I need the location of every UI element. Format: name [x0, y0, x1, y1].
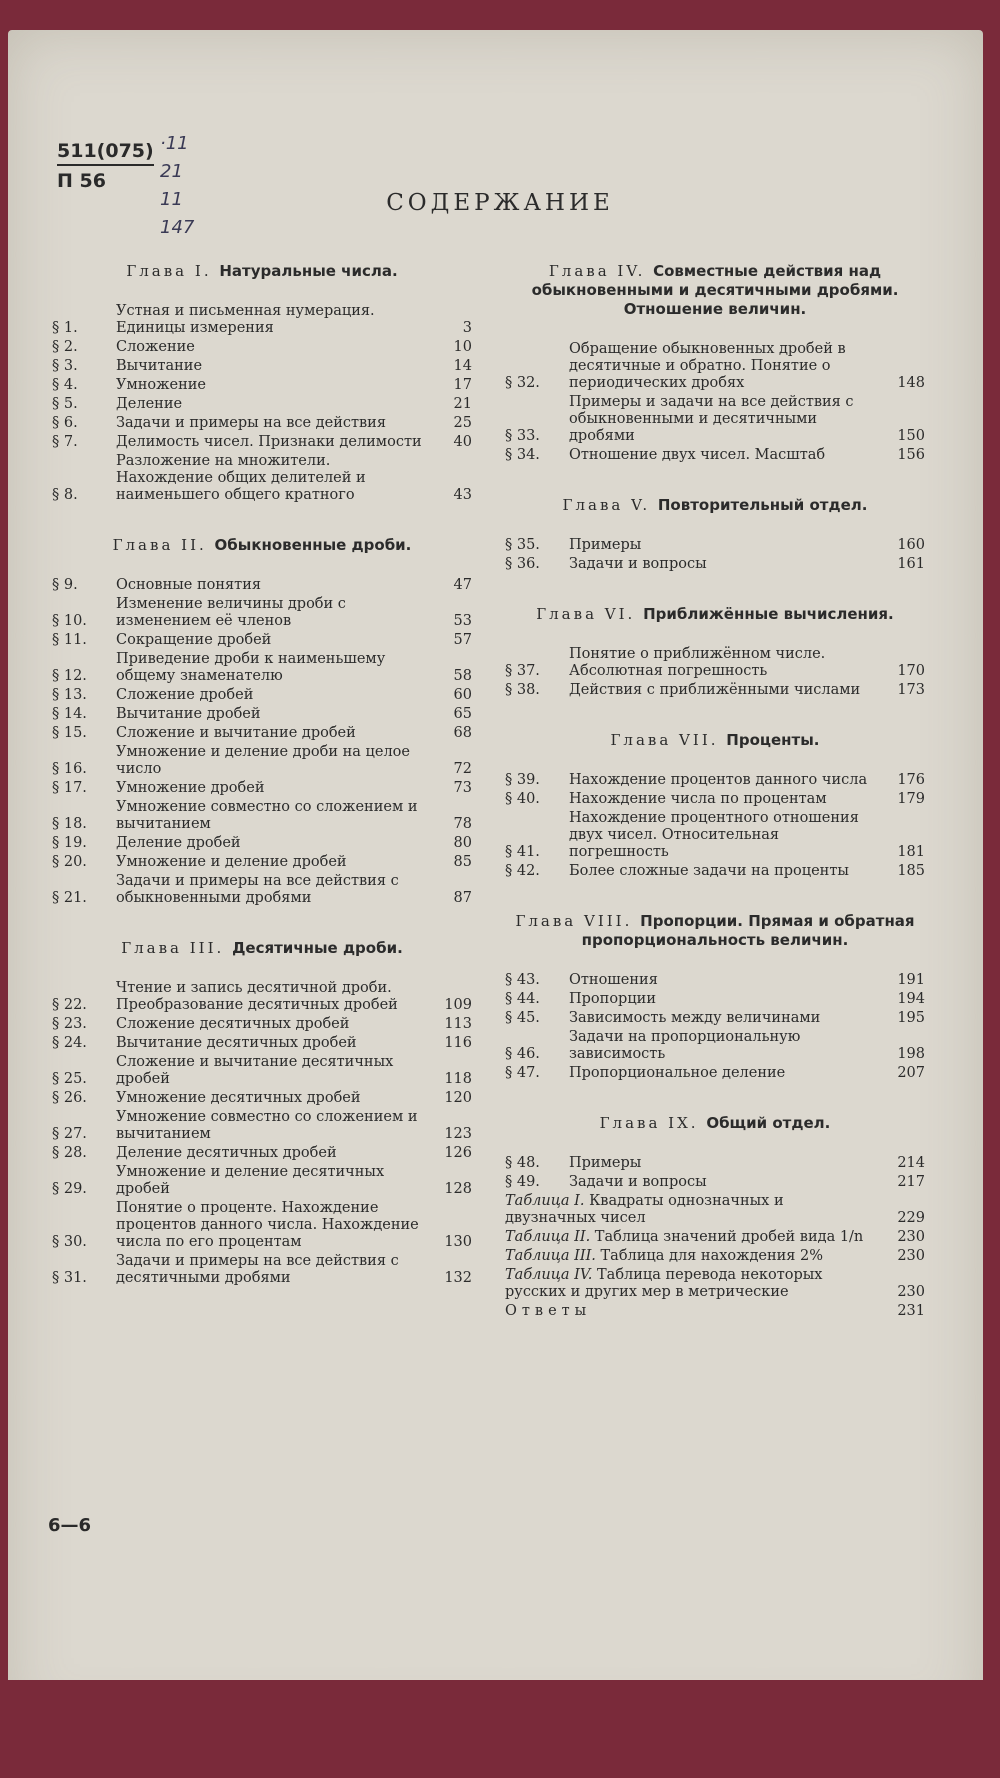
chapter-section — [505, 1114, 925, 1320]
section-number: § 24. — [52, 1035, 87, 1051]
section-title: Сложение и вычитание дробей — [116, 725, 356, 741]
toc-entry — [52, 1145, 472, 1162]
chapter-heading — [505, 1114, 925, 1133]
page-number: 43 — [453, 487, 472, 503]
section-number: § 34. — [505, 447, 540, 463]
chapter-title: Десятичные дроби. — [232, 939, 403, 957]
chapter-title: Совместные действия над обыкновенными и десятичными дробями. Отношение величин. — [531, 262, 899, 318]
page-number: 72 — [453, 761, 472, 777]
section-number: § 11. — [52, 632, 87, 648]
table-entry — [505, 1267, 925, 1301]
section-title: Примеры — [569, 537, 642, 553]
table-title — [505, 1229, 879, 1246]
page-number: 217 — [897, 1174, 925, 1190]
section-title: Понятие о приближённом числе. Абсолютная погрешность — [569, 646, 826, 679]
table-label: Таблица I. — [505, 1193, 590, 1209]
chapter-title: Натуральные числа. — [219, 262, 398, 280]
answers-label: Ответы — [505, 1303, 592, 1319]
table-title — [505, 1193, 879, 1227]
chapter-label: Глава III. — [121, 939, 233, 957]
section-number: § 42. — [505, 863, 540, 879]
chapter-label: Глава II. — [112, 536, 215, 554]
toc-entry — [52, 596, 472, 630]
page-number: 230 — [897, 1284, 925, 1300]
section-number: § 29. — [52, 1181, 87, 1197]
chapter-section — [505, 605, 925, 699]
chapter-label: Глава VII. — [610, 731, 727, 749]
toc-entry — [52, 434, 472, 451]
section-number: § 8. — [52, 487, 78, 503]
section-number: § 10. — [52, 613, 87, 629]
section-number: § 13. — [52, 687, 87, 703]
table-title — [505, 1248, 879, 1265]
table-entry — [505, 1248, 925, 1265]
page-number: 214 — [897, 1155, 925, 1171]
section-title: Сокращение дробей — [116, 632, 272, 648]
chapter-label: Глава I. — [126, 262, 220, 280]
chapter-section — [52, 939, 472, 1287]
toc-entry — [505, 1065, 925, 1082]
page-number: 78 — [453, 816, 472, 832]
section-number: § 26. — [52, 1090, 87, 1106]
page-number: 3 — [462, 320, 472, 336]
toc-entry — [505, 1029, 925, 1063]
section-title: Более сложные задачи на проценты — [569, 863, 849, 879]
section-number: § 45. — [505, 1010, 540, 1026]
toc-entry — [52, 1200, 472, 1251]
section-number: § 12. — [52, 668, 87, 684]
section-title: Умножение десятичных дробей — [116, 1090, 361, 1106]
section-title: Задачи и примеры на все действия с обыкновенными дробями — [116, 873, 399, 906]
toc-entry — [52, 396, 472, 413]
chapter-heading — [505, 912, 925, 950]
toc-entry — [505, 1174, 925, 1191]
chapter-title: Обыкновенные дроби. — [214, 536, 412, 554]
chapter-section — [52, 536, 472, 907]
chapter-heading — [505, 262, 925, 319]
section-number: § 47. — [505, 1065, 540, 1081]
section-number: § 36. — [505, 556, 540, 572]
chapter-heading — [505, 731, 925, 750]
section-title: Нахождение процентов данного числа — [569, 772, 868, 788]
toc-entry — [52, 1109, 472, 1143]
toc-entry — [52, 339, 472, 356]
table-title — [505, 1267, 879, 1301]
chapter-title: Повторительный отдел. — [657, 496, 868, 514]
page-number: 85 — [453, 854, 472, 870]
toc-right-column — [505, 262, 925, 1352]
page-number: 156 — [897, 447, 925, 463]
section-title: Делимость чисел. Признаки делимости — [116, 434, 422, 450]
toc-entry — [52, 358, 472, 375]
chapter-heading — [52, 939, 472, 958]
chapter-heading — [505, 496, 925, 515]
section-title: Умножение совместно со сложением и вычитанием — [116, 1109, 418, 1142]
section-number: § 37. — [505, 663, 540, 679]
chapter-title: Общий отдел. — [706, 1114, 831, 1132]
section-number: § 40. — [505, 791, 540, 807]
page-number: 65 — [453, 706, 472, 722]
section-number: § 35. — [505, 537, 540, 553]
section-number: § 31. — [52, 1270, 87, 1286]
section-title: Зависимость между величинами — [569, 1010, 821, 1026]
section-title: Основные понятия — [116, 577, 261, 593]
page-number: 160 — [897, 537, 925, 553]
toc-entry — [505, 1010, 925, 1027]
section-title: Пропорциональное деление — [569, 1065, 786, 1081]
page-number: 116 — [444, 1035, 472, 1051]
page-number: 179 — [897, 791, 925, 807]
page-number: 229 — [897, 1210, 925, 1226]
toc-entry — [505, 1155, 925, 1172]
chapter-heading — [52, 536, 472, 555]
section-number: § 9. — [52, 577, 78, 593]
toc-entry — [505, 646, 925, 680]
toc-entry — [52, 854, 472, 871]
toc-entry — [505, 556, 925, 573]
section-title: Умножение и деление десятичных дробей — [116, 1164, 385, 1197]
section-number: § 16. — [52, 761, 87, 777]
section-number: § 17. — [52, 780, 87, 796]
page-number: 173 — [897, 682, 925, 698]
page-number: 132 — [444, 1270, 472, 1286]
toc-entry — [52, 780, 472, 797]
section-number: § 38. — [505, 682, 540, 698]
toc-entry — [52, 835, 472, 852]
page-number: 60 — [453, 687, 472, 703]
toc-entry — [52, 1090, 472, 1107]
section-title: Деление десятичных дробей — [116, 1145, 337, 1161]
section-title: Сложение и вычитание десятичных дробей — [116, 1054, 394, 1087]
section-title: Умножение и деление дроби на целое число — [116, 744, 410, 777]
section-title: Сложение дробей — [116, 687, 254, 703]
background-edge — [0, 1680, 1000, 1778]
table-label: Таблица II. — [505, 1229, 595, 1245]
toc-entry — [52, 873, 472, 907]
toc-entry — [52, 1035, 472, 1052]
section-number: § 49. — [505, 1174, 540, 1190]
page-number: 47 — [453, 577, 472, 593]
section-number: § 46. — [505, 1046, 540, 1062]
toc-entry — [52, 453, 472, 504]
section-title: Приведение дроби к наименьшему общему знаменателю — [116, 651, 386, 684]
page-number: 118 — [444, 1071, 472, 1087]
section-title: Деление дробей — [116, 835, 241, 851]
section-number: § 15. — [52, 725, 87, 741]
page-number: 230 — [897, 1229, 925, 1245]
section-number: § 20. — [52, 854, 87, 870]
chapter-label: Глава VI. — [536, 605, 644, 623]
section-number: § 14. — [52, 706, 87, 722]
section-title: Отношения — [569, 972, 658, 988]
toc-entry — [505, 447, 925, 464]
section-title: Пропорции — [569, 991, 656, 1007]
section-number: § 41. — [505, 844, 540, 860]
table-text: Таблица для нахождения 2% — [600, 1248, 824, 1264]
toc-entry — [52, 415, 472, 432]
chapter-title: Проценты. — [726, 731, 820, 749]
toc-entry — [505, 537, 925, 554]
section-number: § 19. — [52, 835, 87, 851]
chapter-section — [505, 496, 925, 573]
page-number: 128 — [444, 1181, 472, 1197]
toc-entry — [52, 980, 472, 1014]
table-label: Таблица III. — [505, 1248, 601, 1264]
chapter-title: Пропорции. Прямая и обратная пропорциональность величин. — [581, 912, 915, 949]
chapter-heading — [52, 262, 472, 281]
section-title: Нахождение числа по процентам — [569, 791, 827, 807]
chapter-label: Глава V. — [562, 496, 658, 514]
section-title: Умножение дробей — [116, 780, 265, 796]
section-title: Задачи на пропорциональную зависимость — [569, 1029, 801, 1062]
page-number: 150 — [897, 428, 925, 444]
section-title: Нахождение процентного отношения двух чисел. Относительная погрешность — [569, 810, 859, 860]
toc-entry — [52, 651, 472, 685]
toc-entry — [505, 394, 925, 445]
section-title: Обращение обыкновенных дробей в десятичные и обратно. Понятие о периодических дробях — [569, 341, 846, 391]
section-title: Изменение величины дроби с изменением её членов — [116, 596, 346, 629]
section-title: Действия с приближёнными числами — [569, 682, 861, 698]
section-title: Задачи и вопросы — [569, 1174, 707, 1190]
toc-entry — [52, 1253, 472, 1287]
page-number: 230 — [897, 1248, 925, 1264]
page-number: 14 — [453, 358, 472, 374]
toc-entry — [52, 1016, 472, 1033]
section-title: Умножение — [116, 377, 206, 393]
toc-entry — [505, 772, 925, 789]
section-title: Разложение на множители. Нахождение общих делителей и наименьшего общего кратного — [116, 453, 366, 503]
catalog-udc: 511(075) — [57, 140, 154, 166]
toc-entry — [505, 341, 925, 392]
section-number: § 44. — [505, 991, 540, 1007]
section-title: Чтение и запись десятичной дроби. Преобразование десятичных дробей — [116, 980, 398, 1013]
page-number: 21 — [453, 396, 472, 412]
chapter-label: Глава IX. — [599, 1114, 707, 1132]
section-number: § 39. — [505, 772, 540, 788]
section-title: Сложение десятичных дробей — [116, 1016, 350, 1032]
toc-entry — [52, 799, 472, 833]
chapter-section — [505, 262, 925, 464]
table-label: Таблица IV. — [505, 1267, 597, 1283]
table-text: Квадраты однозначных и двузначных чисел — [505, 1193, 784, 1226]
section-title: Вычитание — [116, 358, 203, 374]
page-number: 126 — [444, 1145, 472, 1161]
page-number: 80 — [453, 835, 472, 851]
chapter-section — [52, 262, 472, 504]
section-number: § 28. — [52, 1145, 87, 1161]
toc-entry — [505, 863, 925, 880]
toc-entry — [52, 1164, 472, 1198]
chapter-section — [505, 731, 925, 880]
page-number: 87 — [453, 890, 472, 906]
page-number: 181 — [897, 844, 925, 860]
section-number: § 22. — [52, 997, 87, 1013]
section-number: § 6. — [52, 415, 78, 431]
section-number: § 23. — [52, 1016, 87, 1032]
section-title: Примеры — [569, 1155, 642, 1171]
page-number: 120 — [444, 1090, 472, 1106]
page-title: СОДЕРЖАНИЕ — [386, 190, 614, 216]
chapter-label: Глава VIII. — [515, 912, 641, 930]
page-number: 130 — [444, 1234, 472, 1250]
toc-left-column — [52, 262, 472, 1319]
toc-entry — [505, 991, 925, 1008]
toc-entry — [505, 682, 925, 699]
section-number: § 18. — [52, 816, 87, 832]
page-number: 109 — [444, 997, 472, 1013]
chapter-title: Приближённые вычисления. — [643, 605, 894, 623]
table-text: Таблица значений дробей вида 1/n — [594, 1229, 864, 1245]
section-title: Отношение двух чисел. Масштаб — [569, 447, 826, 463]
section-number: § 48. — [505, 1155, 540, 1171]
section-title: Примеры и задачи на все действия с обыкновенными и десятичными дробями — [569, 394, 854, 444]
page-number: 231 — [897, 1303, 925, 1319]
toc-entry — [52, 744, 472, 778]
section-number: § 32. — [505, 375, 540, 391]
page-number: 113 — [444, 1016, 472, 1032]
toc-entry — [52, 303, 472, 337]
section-number: § 7. — [52, 434, 78, 450]
table-entry — [505, 1229, 925, 1246]
toc-entry — [52, 377, 472, 394]
section-title: Вычитание десятичных дробей — [116, 1035, 357, 1051]
toc-entry — [52, 632, 472, 649]
section-title: Задачи и примеры на все действия с десятичными дробями — [116, 1253, 399, 1286]
page-number: 198 — [897, 1046, 925, 1062]
table-entry — [505, 1193, 925, 1227]
toc-entry — [505, 791, 925, 808]
page-number: 161 — [897, 556, 925, 572]
chapter-section — [505, 912, 925, 1082]
page-number: 123 — [444, 1126, 472, 1142]
page-number: 73 — [453, 780, 472, 796]
toc-entry — [52, 577, 472, 594]
page-number: 170 — [897, 663, 925, 679]
section-title: Сложение — [116, 339, 195, 355]
page-number: 53 — [453, 613, 472, 629]
page-number: 207 — [897, 1065, 925, 1081]
toc-entry — [52, 1054, 472, 1088]
section-number: § 21. — [52, 890, 87, 906]
page-number: 57 — [453, 632, 472, 648]
page-number: 10 — [453, 339, 472, 355]
page-number: 185 — [897, 863, 925, 879]
section-title: Понятие о проценте. Нахождение процентов данного числа. Нахождение числа по его процентам — [116, 1200, 419, 1250]
section-title: Вычитание дробей — [116, 706, 261, 722]
toc-entry — [52, 687, 472, 704]
section-number: § 33. — [505, 428, 540, 444]
section-number: § 1. — [52, 320, 78, 336]
section-number: § 3. — [52, 358, 78, 374]
page-number: 176 — [897, 772, 925, 788]
page-number: 191 — [897, 972, 925, 988]
page-number: 68 — [453, 725, 472, 741]
catalog-index: П 56 — [57, 170, 106, 192]
table-text: Таблица перевода некоторых русских и других мер в метрические — [505, 1267, 823, 1300]
answers-entry — [505, 1303, 925, 1320]
chapter-heading — [505, 605, 925, 624]
section-title: Умножение и деление дробей — [116, 854, 347, 870]
signature-mark: 6—6 — [48, 1515, 92, 1536]
page-number: 148 — [897, 375, 925, 391]
section-number: § 43. — [505, 972, 540, 988]
section-title: Задачи и вопросы — [569, 556, 707, 572]
section-number: § 5. — [52, 396, 78, 412]
section-number: § 2. — [52, 339, 78, 355]
page-number: 40 — [453, 434, 472, 450]
catalog-code — [57, 140, 154, 192]
page-number: 25 — [453, 415, 472, 431]
toc-entry — [52, 706, 472, 723]
page-number: 17 — [453, 377, 472, 393]
chapter-label: Глава IV. — [548, 262, 654, 280]
section-number: § 30. — [52, 1234, 87, 1250]
section-title: Задачи и примеры на все действия — [116, 415, 386, 431]
toc-entry — [505, 972, 925, 989]
toc-entry — [52, 725, 472, 742]
handwritten-note: ·11 21 11 147 — [160, 133, 195, 238]
section-number: § 27. — [52, 1126, 87, 1142]
page-number: 195 — [897, 1010, 925, 1026]
section-title: Деление — [116, 396, 183, 412]
section-number: § 25. — [52, 1071, 87, 1087]
page-number: 58 — [453, 668, 472, 684]
toc-entry — [505, 810, 925, 861]
section-number: § 4. — [52, 377, 78, 393]
section-title: Устная и письменная нумерация. Единицы измерения — [116, 303, 375, 336]
page-number: 194 — [897, 991, 925, 1007]
section-title: Умножение совместно со сложением и вычитанием — [116, 799, 418, 832]
